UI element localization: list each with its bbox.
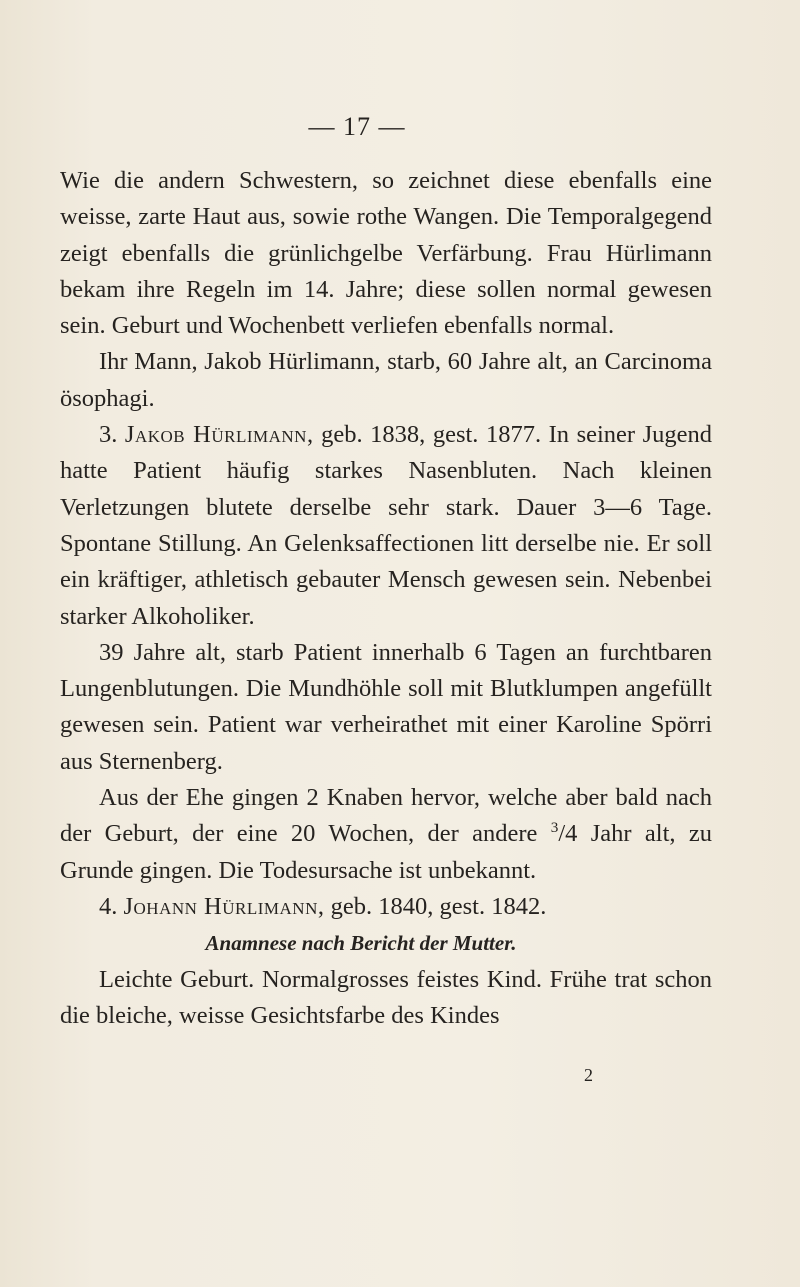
entry-text: geb. 1840, gest. 1842. (330, 892, 547, 920)
signature-mark: 2 (584, 1065, 593, 1085)
entry-number: 3. (99, 421, 118, 449)
paragraph-text-after: Jahr alt, zu Grunde gingen. Die Todesursache ist unbekannt. (60, 820, 713, 884)
fraction-denominator: /4 (558, 820, 578, 848)
person-name: Johann Hürlimann, (123, 892, 325, 920)
paragraph-husband-death: Ihr Mann, Jakob Hürlimann, starb, 60 Jahre alt, an Carcinoma ösophagi. (60, 348, 712, 412)
entry-number: 4. (99, 892, 118, 920)
paragraph-birth: Leichte Geburt. Normalgrosses feistes Kind. Frühe trat schon die bleiche, weisse Gesichtsfarbe des Kindes (60, 965, 712, 1029)
paragraph-sisters-description: Wie die andern Schwestern, so zeichnet diese ebenfalls eine weisse, zarte Haut aus, sowie rothe Wangen. Die Temporalgegend zeigt ebenfalls die grünlichgelbe Verfärbung. Frau Hürlimann bekam ihre Regeln im 14. Jahre; diese sollen normal gewesen sein. Geburt und Wochenbett verliefen ebenfalls normal. (60, 167, 712, 340)
subheading-anamnese: Anamnese nach Bericht der Mutter. (205, 931, 517, 956)
paragraph-jakob-huerlimann (60, 417, 712, 635)
paragraph-johann-huerlimann (60, 889, 712, 925)
page-number-header: — 17 — (308, 112, 406, 141)
paragraph-text-before: Aus der Ehe gingen 2 Knaben hervor, welche aber bald nach der Geburt, der eine 20 Wochen, der andere (60, 784, 712, 848)
entry-text: geb. 1838, gest. 1877. In seiner Jugend hatte Patient häufig starkes Nasenbluten. Nach kleinen Verletzungen blutete derselbe sehr stark. Dauer 3—6 Tage. Spontane Stillung. An Gelenksaffectionen litt derselbe nie. Er soll ein kräftiger, athletisch gebauter Mensch gewesen sein. Nebenbei starker Alkoholiker. (60, 421, 713, 630)
paragraph-children (60, 780, 712, 889)
paragraph-patient-death: 39 Jahre alt, starb Patient innerhalb 6 Tagen an furchtbaren Lungenblutungen. Die Mundhöhle soll mit Blutklumpen angefüllt gewesen sein. Patient war verheirathet mit einer Karoline Spörri aus Sternenberg. (60, 638, 712, 775)
person-name: Jakob Hürlimann, (124, 421, 314, 449)
body-text (60, 163, 712, 1034)
fraction-numerator: 3 (550, 819, 559, 837)
